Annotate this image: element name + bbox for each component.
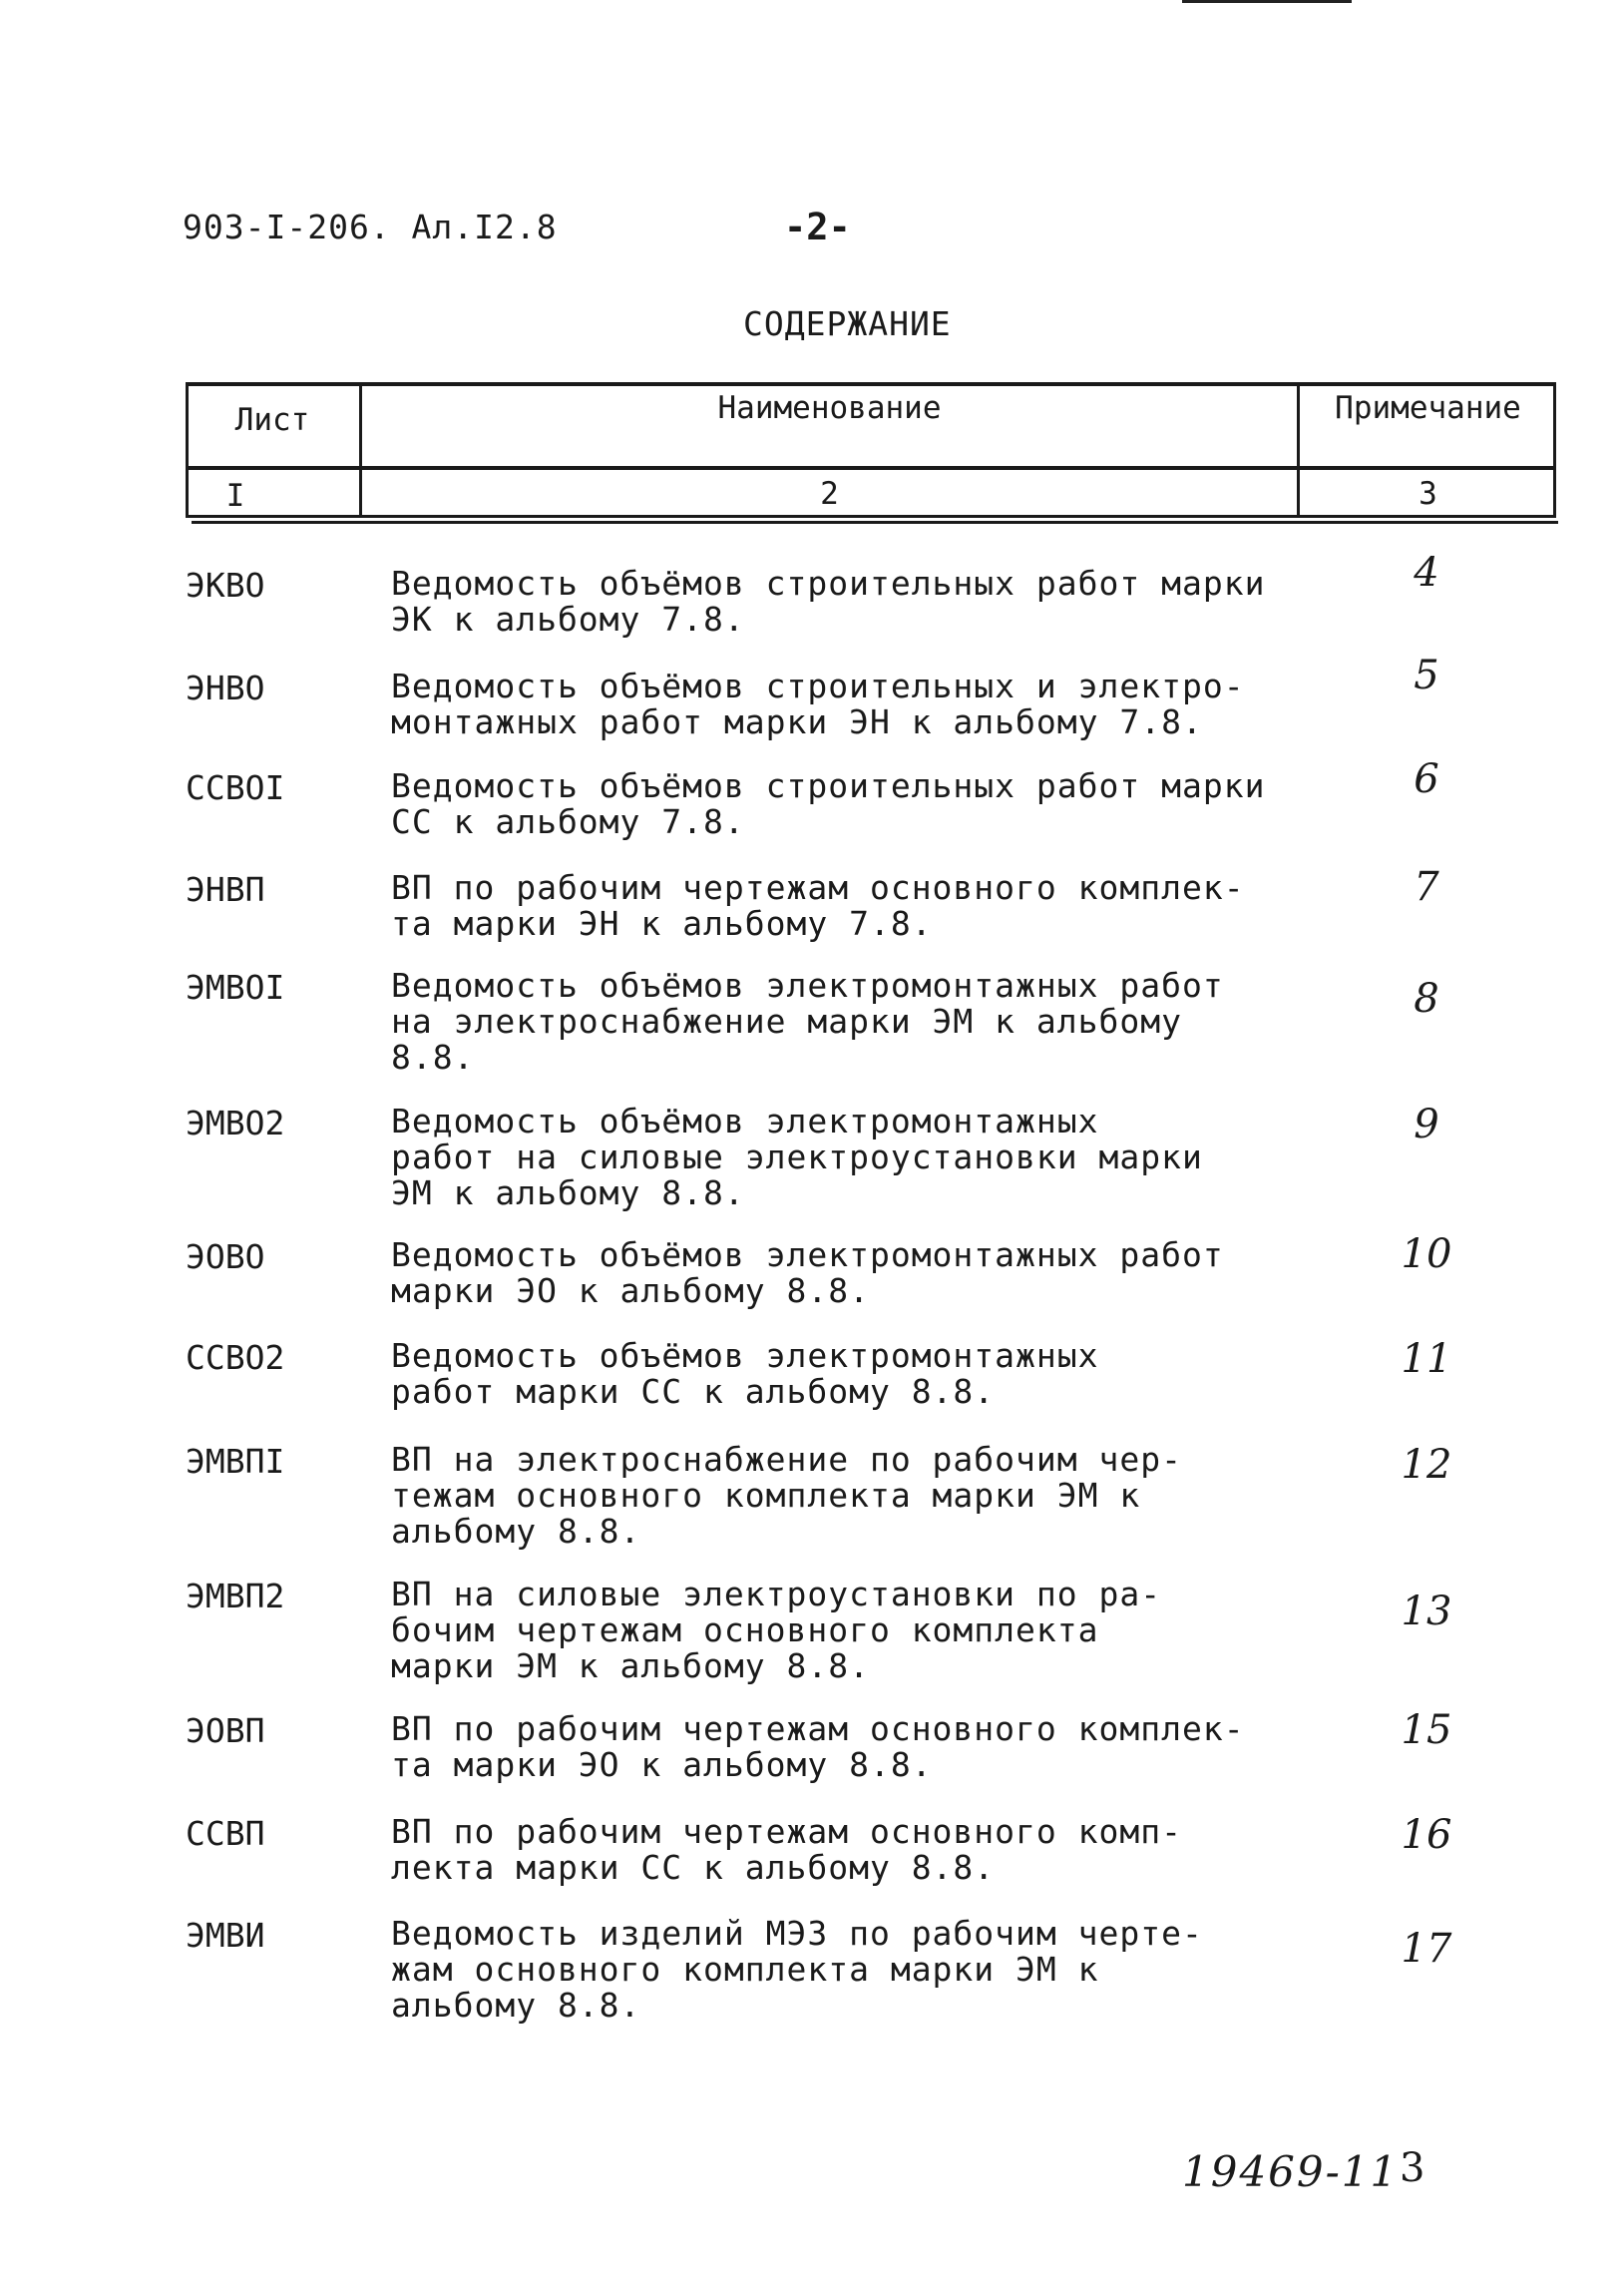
sheet-code: ЭМВОI bbox=[186, 968, 285, 1007]
sheet-title: ВП на силовые электроустановки по ра- бочим чертежам основного комплекта марки ЭМ к альбому 8.8. bbox=[391, 1575, 1162, 1685]
row-divider bbox=[186, 466, 1556, 470]
sheet-code: ЭОВП bbox=[186, 1711, 265, 1750]
column-header-note: Примечание bbox=[1335, 390, 1521, 426]
page-title: СОДЕРЖАНИЕ bbox=[743, 304, 952, 343]
table-header bbox=[186, 382, 1556, 518]
sheet-code: ЭМВИ bbox=[186, 1916, 265, 1955]
sheet-title: ВП по рабочим чертежам основного комплек- та марки ЭО к альбому 8.8. bbox=[391, 1709, 1245, 1784]
sheet-code: ЭОВО bbox=[186, 1237, 265, 1276]
page-note: 11 bbox=[1401, 1336, 1452, 1382]
page-note: 5 bbox=[1414, 653, 1439, 698]
sheet-code: ССВО2 bbox=[186, 1338, 285, 1377]
sheet-code: ЭКВО bbox=[186, 566, 265, 605]
column-header-sheet: Лист bbox=[234, 402, 310, 438]
sheet-number: 3 bbox=[1400, 2145, 1425, 2191]
page-note: 9 bbox=[1414, 1102, 1439, 1147]
sheet-code: ЭМВО2 bbox=[186, 1104, 285, 1142]
top-edge-mark bbox=[1182, 0, 1352, 3]
sheet-code: ЭНВО bbox=[186, 669, 265, 707]
page-note: 10 bbox=[1401, 1231, 1452, 1277]
sheet-code: ССВОI bbox=[186, 768, 285, 807]
page-note: 13 bbox=[1401, 1589, 1452, 1634]
page-note: 12 bbox=[1401, 1442, 1452, 1488]
sheet-code: ЭМВПI bbox=[186, 1442, 285, 1481]
page-note: 16 bbox=[1401, 1812, 1452, 1858]
archive-number: 19469-11 bbox=[1182, 2147, 1400, 2196]
sheet-title: Ведомость объёмов электромонтажных работ на силовые электроустановки марки ЭМ к альбому 8.8. bbox=[391, 1102, 1203, 1212]
page-number: -2- bbox=[784, 206, 851, 248]
column-header-name: Наименование bbox=[717, 390, 942, 426]
sheet-title: Ведомость объёмов электромонтажных работ марки СС к альбому 8.8. bbox=[391, 1336, 1099, 1411]
page-note: 4 bbox=[1414, 550, 1439, 596]
table-shadow-line bbox=[192, 521, 1558, 524]
sheet-title: ВП по рабочим чертежам основного комплек- та марки ЭН к альбому 7.8. bbox=[391, 868, 1245, 943]
sheet-code: ССВП bbox=[186, 1814, 265, 1853]
sheet-title: Ведомость объёмов строительных работ марки СС к альбому 7.8. bbox=[391, 766, 1266, 841]
sheet-title: Ведомость объёмов электромонтажных работ марки ЭО к альбому 8.8. bbox=[391, 1235, 1224, 1310]
column-number-2: 2 bbox=[820, 476, 839, 512]
sheet-title: Ведомость изделий МЭЗ по рабочим черте- жам основного комплекта марки ЭМ к альбому 8.8. bbox=[391, 1914, 1203, 2025]
document-code: 903-I-206. Ал.I2.8 bbox=[183, 208, 558, 246]
sheet-title: Ведомость объёмов электромонтажных работ на электроснабжение марки ЭМ к альбому 8.8. bbox=[391, 966, 1224, 1077]
sheet-title: Ведомость объёмов строительных работ марки ЭК к альбому 7.8. bbox=[391, 564, 1266, 639]
sheet-title: Ведомость объёмов строительных и электро- монтажных работ марки ЭН к альбому 7.8. bbox=[391, 667, 1245, 741]
page-note: 6 bbox=[1414, 756, 1439, 802]
column-number-3: 3 bbox=[1419, 476, 1437, 512]
sheet-title: ВП по рабочим чертежам основного комп- лекта марки СС к альбому 8.8. bbox=[391, 1812, 1182, 1887]
sheet-code: ЭМВП2 bbox=[186, 1577, 285, 1615]
page-note: 7 bbox=[1414, 864, 1439, 910]
page-note: 15 bbox=[1401, 1707, 1452, 1753]
page-note: 8 bbox=[1414, 976, 1439, 1022]
page-note: 17 bbox=[1401, 1926, 1452, 1972]
column-number-1: I bbox=[225, 478, 245, 514]
sheet-title: ВП на электроснабжение по рабочим чер- тежам основного комплекта марки ЭМ к альбому 8.8. bbox=[391, 1440, 1182, 1551]
sheet-code: ЭНВП bbox=[186, 870, 265, 909]
